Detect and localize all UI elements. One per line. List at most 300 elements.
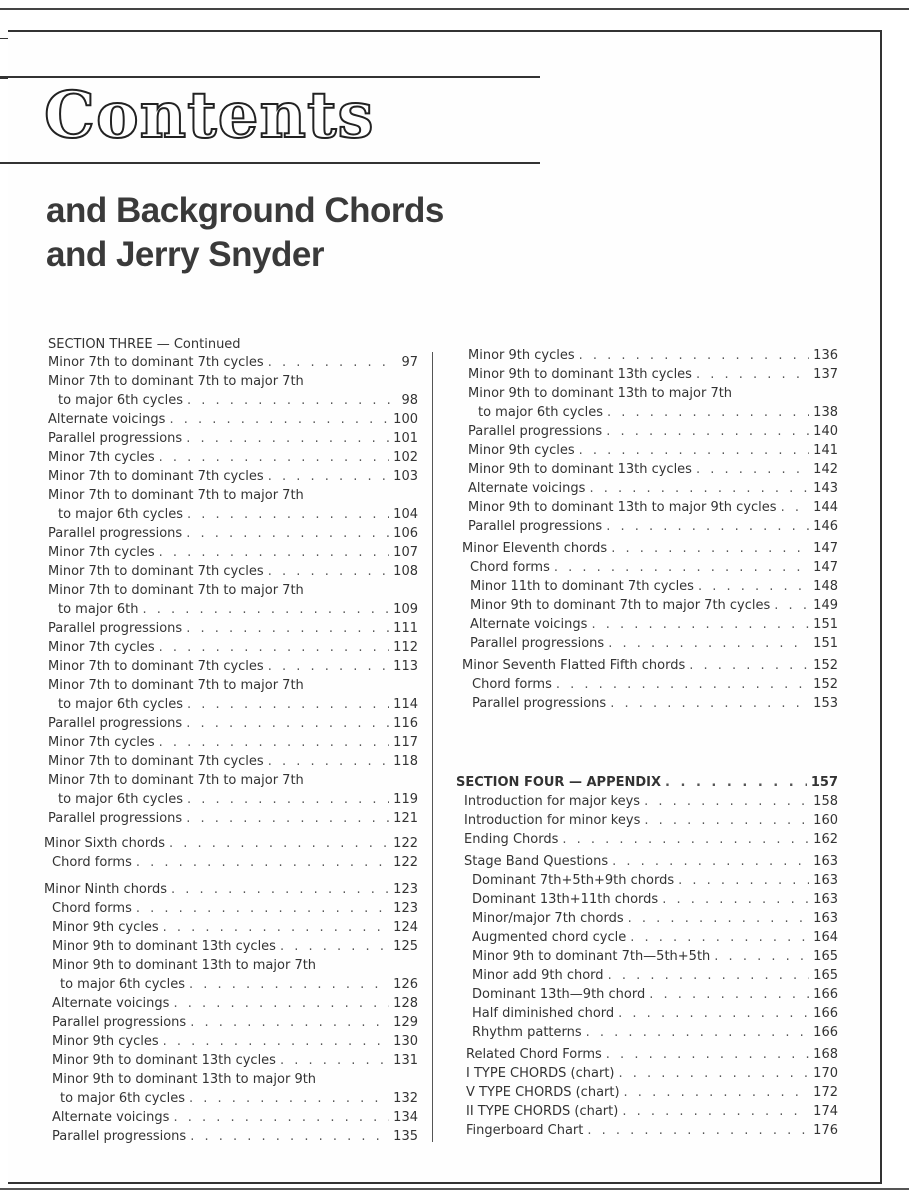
toc-entry (52, 1128, 418, 1146)
toc-entry (472, 695, 838, 713)
toc-entry-label: to major 6th cycles (58, 792, 183, 807)
leader-dots (268, 563, 389, 581)
leader-dots (606, 518, 809, 536)
toc-entry-label: Alternate voicings (468, 481, 586, 496)
toc-entry-label: Dominant 13th+11th chords (472, 892, 659, 907)
section-heading-label: SECTION THREE — Continued (48, 337, 241, 352)
toc-entry-label: Minor 7th cycles (48, 545, 155, 560)
toc-entry-page: 158 (813, 794, 838, 809)
toc-entry-label: Minor 9th to dominant 13th cycles (52, 939, 276, 954)
leader-dots (173, 995, 389, 1013)
toc-entry-label: Parallel progressions (52, 1129, 187, 1144)
leader-dots (628, 910, 810, 928)
toc-entry-page: 135 (393, 1129, 418, 1144)
toc-entry (60, 976, 418, 994)
leader-dots (187, 392, 390, 410)
bottom-border-line (0, 1188, 909, 1190)
toc-entry-label: Augmented chord cycle (472, 930, 627, 945)
toc-entry (58, 506, 418, 524)
toc-entry-label: Minor 7th to dominant 7th to major 7th (48, 773, 304, 788)
toc-entry-label: Chord forms (52, 855, 132, 870)
leader-dots (714, 948, 809, 966)
toc-entry-page: 170 (813, 1066, 838, 1081)
toc-entry (472, 948, 838, 966)
toc-entry-label: Stage Band Questions (464, 854, 609, 869)
toc-entry-page: 129 (393, 1015, 418, 1030)
toc-entry-label: Dominant 7th+5th+9th chords (472, 873, 675, 888)
toc-entry-label: Alternate voicings (52, 996, 170, 1011)
toc-entry-page: 140 (813, 424, 838, 439)
toc-entry-page: 124 (393, 920, 418, 935)
toc-entry-label: Alternate voicings (48, 412, 166, 427)
toc-entry-page: 114 (393, 697, 418, 712)
leader-dots (554, 559, 809, 577)
toc-entry-page: 104 (393, 507, 418, 522)
toc-entry-page: 151 (813, 617, 838, 632)
toc-entry-label: Parallel progressions (468, 519, 603, 534)
toc-entry-label: Minor add 9th chord (472, 968, 604, 983)
leader-dots (606, 1046, 809, 1064)
toc-entry-page: 143 (813, 481, 838, 496)
toc-entry-page: 130 (393, 1034, 418, 1049)
leader-dots (696, 461, 809, 479)
leader-dots (696, 366, 809, 384)
toc-entry (466, 1084, 838, 1102)
toc-entry-label: Minor 9th to dominant 13th cycles (468, 462, 692, 477)
leader-dots (163, 919, 390, 937)
leader-dots (607, 404, 809, 422)
toc-entry-page: 128 (393, 996, 418, 1011)
leader-dots (586, 1024, 810, 1042)
toc-entry-page: 122 (393, 836, 418, 851)
toc-entry-label: Parallel progressions (48, 716, 183, 731)
toc-entry (470, 578, 838, 596)
leader-dots (612, 853, 809, 871)
toc-entry-page: 107 (393, 545, 418, 560)
toc-entry-page: 163 (813, 911, 838, 926)
page-title: Contents (44, 78, 375, 153)
toc-entry-label: Parallel progressions (48, 431, 183, 446)
leader-dots (678, 872, 809, 890)
toc-entry-page: 125 (393, 939, 418, 954)
toc-entry (468, 480, 838, 498)
toc-entry (48, 810, 418, 828)
toc-entry-label: to major 6th cycles (60, 1091, 185, 1106)
toc-entry-label: Minor 9th to dominant 13th to major 7th (468, 386, 733, 401)
toc-entry (472, 872, 838, 890)
toc-entry (48, 468, 418, 486)
toc-entry (48, 563, 418, 581)
toc-entry-page: 165 (813, 968, 838, 983)
toc-entry (52, 1109, 418, 1127)
toc-entry-label: Minor Seventh Flatted Fifth chords (462, 658, 686, 673)
leader-dots (268, 354, 390, 372)
toc-entry-label: Minor 9th cycles (468, 443, 575, 458)
toc-entry-page: 118 (393, 754, 418, 769)
toc-entry-page: 98 (401, 393, 418, 408)
toc-entry-label: Rhythm patterns (472, 1025, 582, 1040)
leader-dots (186, 715, 389, 733)
toc-entry-page: 146 (813, 519, 838, 534)
toc-entry (470, 597, 838, 615)
toc-entry-label: Half diminished chord (472, 1006, 615, 1021)
leader-dots (187, 696, 389, 714)
crop-mark (0, 78, 8, 79)
leader-dots (186, 810, 389, 828)
toc-entry-page: 103 (393, 469, 418, 484)
leader-dots (173, 1109, 389, 1127)
toc-entry-page: 176 (813, 1123, 838, 1138)
toc-entry-page: 111 (393, 621, 418, 636)
toc-entry (52, 1071, 418, 1089)
toc-entry-label: Minor 9th cycles (52, 1034, 159, 1049)
leader-dots (136, 854, 389, 872)
leader-dots (163, 1033, 390, 1051)
leader-dots (662, 891, 809, 909)
column-divider (432, 352, 433, 1142)
leader-dots (649, 986, 809, 1004)
toc-entry-page: 147 (813, 560, 838, 575)
toc-entry-page: 151 (813, 636, 838, 651)
toc-entry-label: Minor Eleventh chords (462, 541, 608, 556)
toc-entry-page: 166 (813, 1006, 838, 1021)
leader-dots (562, 831, 809, 849)
toc-entry-label: Chord forms (472, 677, 552, 692)
toc-entry-page: 136 (813, 348, 838, 363)
toc-entry-page: 149 (813, 598, 838, 613)
toc-entry (470, 616, 838, 634)
toc-entry (466, 1046, 838, 1064)
leader-dots (579, 442, 810, 460)
toc-entry-label: Minor 7th to dominant 7th cycles (48, 469, 264, 484)
toc-entry-page: 131 (393, 1053, 418, 1068)
toc-entry (466, 1103, 838, 1121)
toc-entry-page: 165 (813, 949, 838, 964)
toc-entry-page: 97 (401, 355, 418, 370)
leader-dots (186, 430, 389, 448)
leader-dots (698, 578, 809, 596)
toc-entry-label: Minor 7th to dominant 7th cycles (48, 355, 264, 370)
toc-entry-label: Related Chord Forms (466, 1047, 602, 1062)
toc-entry-page: 166 (813, 1025, 838, 1040)
toc-entry (472, 910, 838, 928)
leader-dots (280, 1052, 389, 1070)
toc-entry-label: V TYPE CHORDS (chart) (466, 1085, 620, 1100)
leader-dots (189, 976, 389, 994)
toc-entry (468, 423, 838, 441)
toc-entry-page: 123 (393, 882, 418, 897)
toc-entry-label: Minor 9th to dominant 13th to major 9th cycles (468, 500, 777, 515)
toc-entry-label: Minor 7th to dominant 7th cycles (48, 754, 264, 769)
toc-entry-page: 126 (393, 977, 418, 992)
toc-entry-page: 164 (813, 930, 838, 945)
leader-dots (280, 938, 389, 956)
toc-entry-page: 168 (813, 1047, 838, 1062)
subtitle-line-2: and Jerry Snyder (46, 235, 324, 274)
toc-entry-page: 137 (813, 367, 838, 382)
leader-dots (171, 881, 389, 899)
toc-entry (52, 854, 418, 872)
toc-entry (52, 1014, 418, 1032)
toc-entry (52, 919, 418, 937)
toc-entry-label: to major 6th cycles (478, 405, 603, 420)
toc-entry-page: 163 (813, 892, 838, 907)
toc-entry-label: Minor 11th to dominant 7th cycles (470, 579, 694, 594)
toc-entry (472, 1024, 838, 1042)
toc-entry-page: 102 (393, 450, 418, 465)
leader-dots (189, 1090, 389, 1108)
toc-entry-label: Parallel progressions (48, 621, 183, 636)
toc-entry (472, 986, 838, 1004)
toc-entry-page: 148 (813, 579, 838, 594)
toc-entry (468, 366, 838, 384)
leader-dots (268, 658, 389, 676)
toc-entry-label: Minor 7th to dominant 7th cycles (48, 564, 264, 579)
toc-entry (52, 1033, 418, 1051)
leader-dots (186, 525, 389, 543)
leader-dots (618, 1065, 809, 1083)
toc-entry-page: 116 (393, 716, 418, 731)
toc-entry (470, 559, 838, 577)
leader-dots (136, 900, 389, 918)
toc-entry-label: Chord forms (52, 901, 132, 916)
toc-entry (464, 793, 838, 811)
toc-entry (52, 1052, 418, 1070)
appendix-heading (456, 774, 838, 792)
toc-entry-page: 138 (813, 405, 838, 420)
toc-entry-label: Minor 9th cycles (468, 348, 575, 363)
toc-entry-label: Minor 9th to dominant 13th to major 7th (52, 958, 317, 973)
toc-entry-page: 142 (813, 462, 838, 477)
leader-dots (644, 812, 809, 830)
toc-entry (472, 676, 838, 694)
leader-dots (622, 1103, 809, 1121)
toc-entry (48, 487, 418, 505)
toc-entry-page: 172 (813, 1085, 838, 1100)
toc-entry (48, 620, 418, 638)
toc-entry-page: 108 (393, 564, 418, 579)
toc-entry (462, 657, 838, 675)
toc-entry (48, 658, 418, 676)
leader-dots (587, 1122, 809, 1140)
toc-entry-label: Parallel progressions (472, 696, 607, 711)
leader-dots (169, 411, 389, 429)
toc-entry (58, 696, 418, 714)
toc-entry-label: Minor 7th cycles (48, 450, 155, 465)
toc-entry-label: Minor Sixth chords (44, 836, 166, 851)
toc-entry-page: 163 (813, 873, 838, 888)
toc-entry-label: Minor 9th to dominant 7th to major 7th cycles (470, 598, 771, 613)
toc-entry (48, 677, 418, 695)
toc-entry-label: Alternate voicings (52, 1110, 170, 1125)
toc-entry-label: I TYPE CHORDS (chart) (466, 1066, 615, 1081)
toc-entry-page: 132 (393, 1091, 418, 1106)
subtitle-line-1: and Background Chords (46, 191, 444, 230)
leader-dots (142, 601, 389, 619)
leader-dots (624, 1084, 810, 1102)
appendix-heading-page: 157 (810, 775, 838, 790)
toc-entry-label: Minor 7th to dominant 7th to major 7th (48, 374, 304, 389)
toc-entry-page: 106 (393, 526, 418, 541)
toc-entry-label: Minor 7th cycles (48, 735, 155, 750)
toc-entry (48, 734, 418, 752)
toc-entry-page: 147 (813, 541, 838, 556)
toc-entry-label: Parallel progressions (48, 526, 183, 541)
toc-entry-label: Minor/major 7th chords (472, 911, 624, 926)
toc-entry-page: 101 (393, 431, 418, 446)
appendix-heading-label: SECTION FOUR — APPENDIX (456, 775, 662, 790)
toc-entry (464, 853, 838, 871)
leader-dots (781, 499, 810, 517)
leader-dots (268, 468, 389, 486)
leader-dots (187, 791, 389, 809)
leader-dots (186, 620, 389, 638)
toc-entry (48, 411, 418, 429)
toc-entry (468, 499, 838, 517)
toc-entry-page: 113 (393, 659, 418, 674)
toc-entry-label: Minor Ninth chords (44, 882, 168, 897)
leader-dots (190, 1014, 389, 1032)
toc-entry (468, 385, 838, 403)
toc-entry-label: Minor 9th to dominant 7th—5th+5th (472, 949, 711, 964)
toc-entry (58, 601, 418, 619)
toc-entry-page: 144 (813, 500, 838, 515)
toc-entry (48, 449, 418, 467)
toc-entry (48, 639, 418, 657)
toc-entry-label: Parallel progressions (468, 424, 603, 439)
leader-dots (665, 774, 807, 792)
leader-dots (190, 1128, 389, 1146)
toc-entry-page: 121 (393, 811, 418, 826)
toc-entry (48, 772, 418, 790)
toc-entry-page: 162 (813, 832, 838, 847)
toc-entry (58, 392, 418, 410)
leader-dots (608, 967, 810, 985)
toc-entry (462, 540, 838, 558)
leader-dots (187, 506, 389, 524)
toc-entry-label: Minor 9th to dominant 13th to major 9th (52, 1072, 317, 1087)
leader-dots (611, 540, 809, 558)
toc-entry (48, 525, 418, 543)
toc-entry-label: Fingerboard Chart (466, 1123, 584, 1138)
toc-entry (470, 635, 838, 653)
toc-entry-label: to major 6th cycles (58, 393, 183, 408)
leader-dots (579, 347, 810, 365)
toc-entry-label: Minor 9th to dominant 13th cycles (52, 1053, 276, 1068)
top-border-line (0, 8, 909, 10)
toc-entry-page: 166 (813, 987, 838, 1002)
crop-mark (0, 38, 8, 39)
toc-entry (466, 1065, 838, 1083)
toc-entry-page: 109 (393, 602, 418, 617)
toc-entry-page: 123 (393, 901, 418, 916)
section-heading (48, 336, 241, 354)
toc-entry-label: Parallel progressions (52, 1015, 187, 1030)
toc-entry-label: Minor 9th cycles (52, 920, 159, 935)
leader-dots (159, 734, 390, 752)
leader-dots (644, 793, 809, 811)
toc-entry-label: Introduction for major keys (464, 794, 641, 809)
toc-entry-label: Minor 7th to dominant 7th cycles (48, 659, 264, 674)
toc-entry-page: 117 (393, 735, 418, 750)
toc-entry (468, 347, 838, 365)
toc-entry-label: Minor 7th to dominant 7th to major 7th (48, 583, 304, 598)
toc-entry-page: 100 (393, 412, 418, 427)
toc-entry-label: Chord forms (470, 560, 550, 575)
toc-entry-page: 152 (813, 677, 838, 692)
toc-entry (48, 582, 418, 600)
leader-dots (589, 480, 809, 498)
leader-dots (591, 616, 809, 634)
toc-entry (52, 900, 418, 918)
toc-entry-label: to major 6th cycles (58, 507, 183, 522)
leader-dots (689, 657, 809, 675)
leader-dots (610, 695, 809, 713)
toc-entry (468, 461, 838, 479)
toc-entry (48, 753, 418, 771)
toc-entry-page: 119 (393, 792, 418, 807)
leader-dots (159, 639, 390, 657)
title-bottom-rule (0, 162, 540, 164)
toc-entry-label: Ending Chords (464, 832, 559, 847)
toc-entry (466, 1122, 838, 1140)
toc-entry (58, 791, 418, 809)
toc-entry (48, 544, 418, 562)
leader-dots (774, 597, 809, 615)
leader-dots (159, 544, 390, 562)
toc-entry (52, 938, 418, 956)
toc-entry (468, 442, 838, 460)
toc-entry-label: Dominant 13th—9th chord (472, 987, 646, 1002)
toc-entry-page: 152 (813, 658, 838, 673)
toc-entry-label: Minor 7th cycles (48, 640, 155, 655)
leader-dots (556, 676, 809, 694)
toc-entry (60, 1090, 418, 1108)
toc-entry (48, 430, 418, 448)
toc-entry (464, 812, 838, 830)
toc-entry-label: Parallel progressions (48, 811, 183, 826)
toc-entry-label: to major 6th cycles (60, 977, 185, 992)
toc-entry (44, 881, 418, 899)
toc-entry (478, 404, 838, 422)
toc-entry-label: Minor 7th to dominant 7th to major 7th (48, 488, 304, 503)
toc-entry-label: Minor 9th to dominant 13th cycles (468, 367, 692, 382)
toc-entry-page: 122 (393, 855, 418, 870)
leader-dots (169, 835, 389, 853)
toc-entry (472, 891, 838, 909)
leader-dots (268, 753, 389, 771)
toc-entry (44, 835, 418, 853)
toc-entry-label: Alternate voicings (470, 617, 588, 632)
toc-entry (472, 967, 838, 985)
toc-entry-page: 160 (813, 813, 838, 828)
toc-entry-label: Introduction for minor keys (464, 813, 641, 828)
leader-dots (606, 423, 809, 441)
toc-entry (472, 929, 838, 947)
toc-entry-page: 174 (813, 1104, 838, 1119)
toc-entry-label: to major 6th cycles (58, 697, 183, 712)
toc-entry (464, 831, 838, 849)
toc-entry (472, 1005, 838, 1023)
toc-entry-page: 153 (813, 696, 838, 711)
leader-dots (159, 449, 390, 467)
toc-entry (52, 995, 418, 1013)
toc-entry (52, 957, 418, 975)
toc-entry-page: 134 (393, 1110, 418, 1125)
toc-entry-label: to major 6th (58, 602, 139, 617)
toc-entry-page: 163 (813, 854, 838, 869)
toc-entry-label: Parallel progressions (470, 636, 605, 651)
